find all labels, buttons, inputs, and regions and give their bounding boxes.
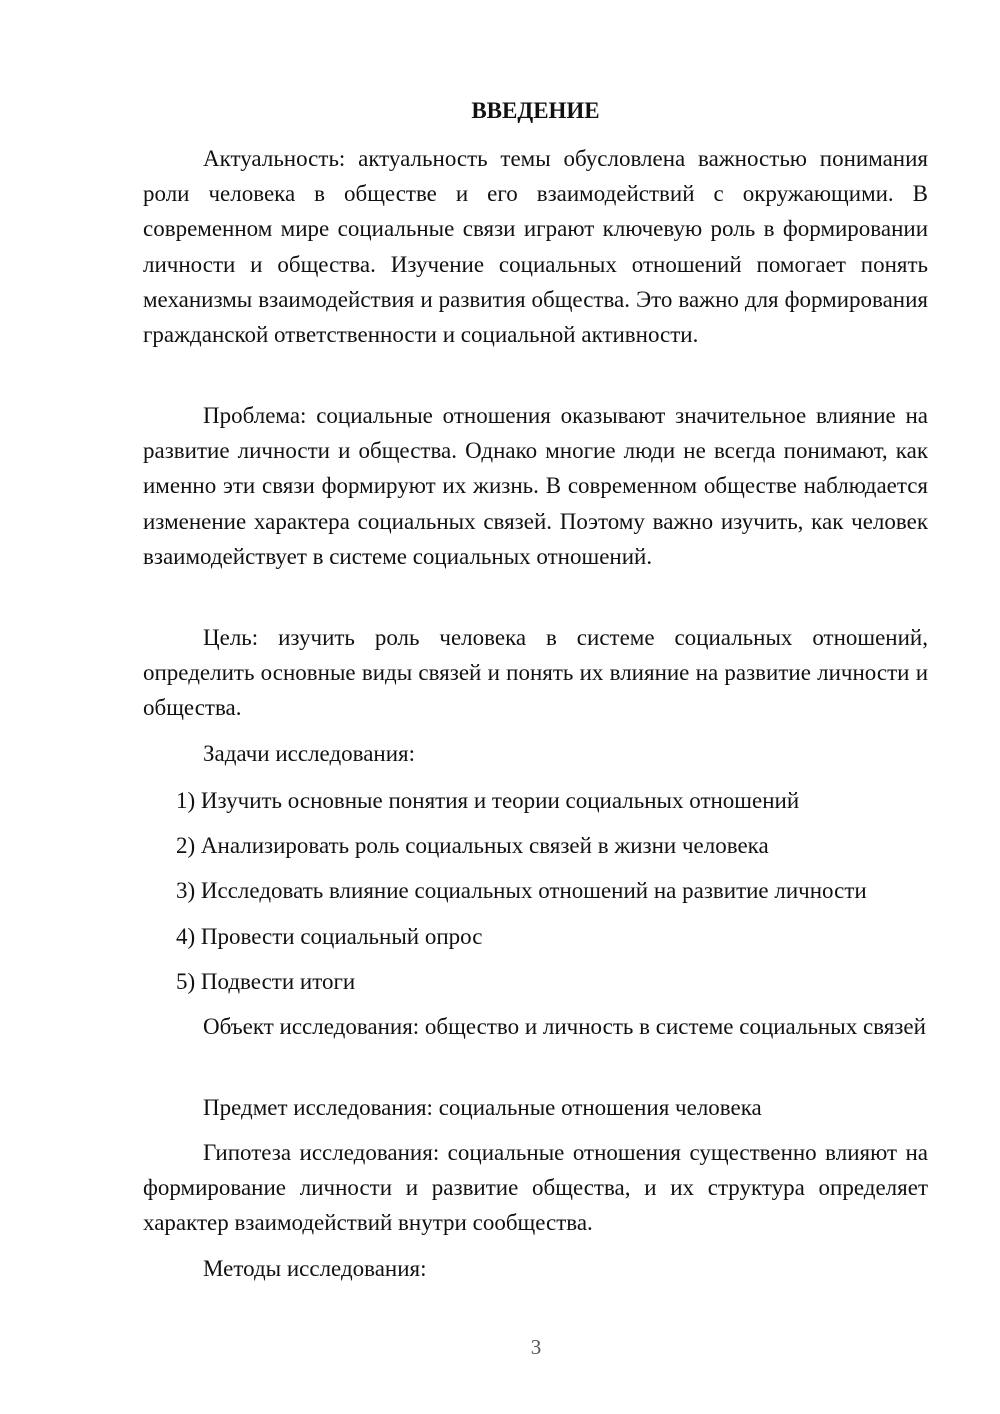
page-number: 3: [530, 1335, 542, 1359]
task-item: 1) Изучить основные понятия и теории социальных отношений: [176, 788, 800, 813]
problem-paragraph: Проблема: социальные отношения оказывают значительное влияние на развитие личности и общества. Однако многие люди не всегда понимают, как именно эти связи формируют их жизнь. В современном обществе наблюдается изменение характера социальных связей. Поэтому важно изучить, как человек взаимодействует в системе социальных отношений.: [143, 403, 928, 569]
task-item: 4) Провести социальный опрос: [176, 924, 483, 949]
methods-heading: Методы исследования:: [203, 1256, 427, 1281]
task-item: 2) Анализировать роль социальных связей в жизни человека: [176, 833, 769, 858]
relevance-paragraph: Актуальность: актуальность темы обусловлена важностью понимания роли человека в обществе и его взаимодействий с окружающими. В современном мире социальные связи играют ключевую роль в формировании личности и общества. Изучение социальных отношений помогает понять механизмы взаимодействия и развития общества. Это важно для формирования гражданской ответственности и социальной активности.: [143, 146, 928, 348]
goal-paragraph: Цель: изучить роль человека в системе социальных отношений, определить основные виды связей и понять их влияние на развитие личности и общества.: [143, 625, 928, 721]
task-item: 5) Подвести итоги: [176, 969, 356, 994]
task-item: 3) Исследовать влияние социальных отношений на развитие личности: [176, 878, 867, 903]
tasks-heading: Задачи исследования:: [203, 741, 416, 766]
object-paragraph: Объект исследования: общество и личность в системе социальных связей: [203, 1014, 926, 1039]
hypothesis-paragraph: Гипотеза исследования: социальные отношения существенно влияют на формирование личности и развитие общества, и их структура определяет характер взаимодействий внутри сообщества.: [143, 1140, 928, 1236]
subject-paragraph: Предмет исследования: социальные отношения человека: [203, 1095, 762, 1120]
section-title: ВВЕДЕНИЕ: [471, 98, 600, 123]
